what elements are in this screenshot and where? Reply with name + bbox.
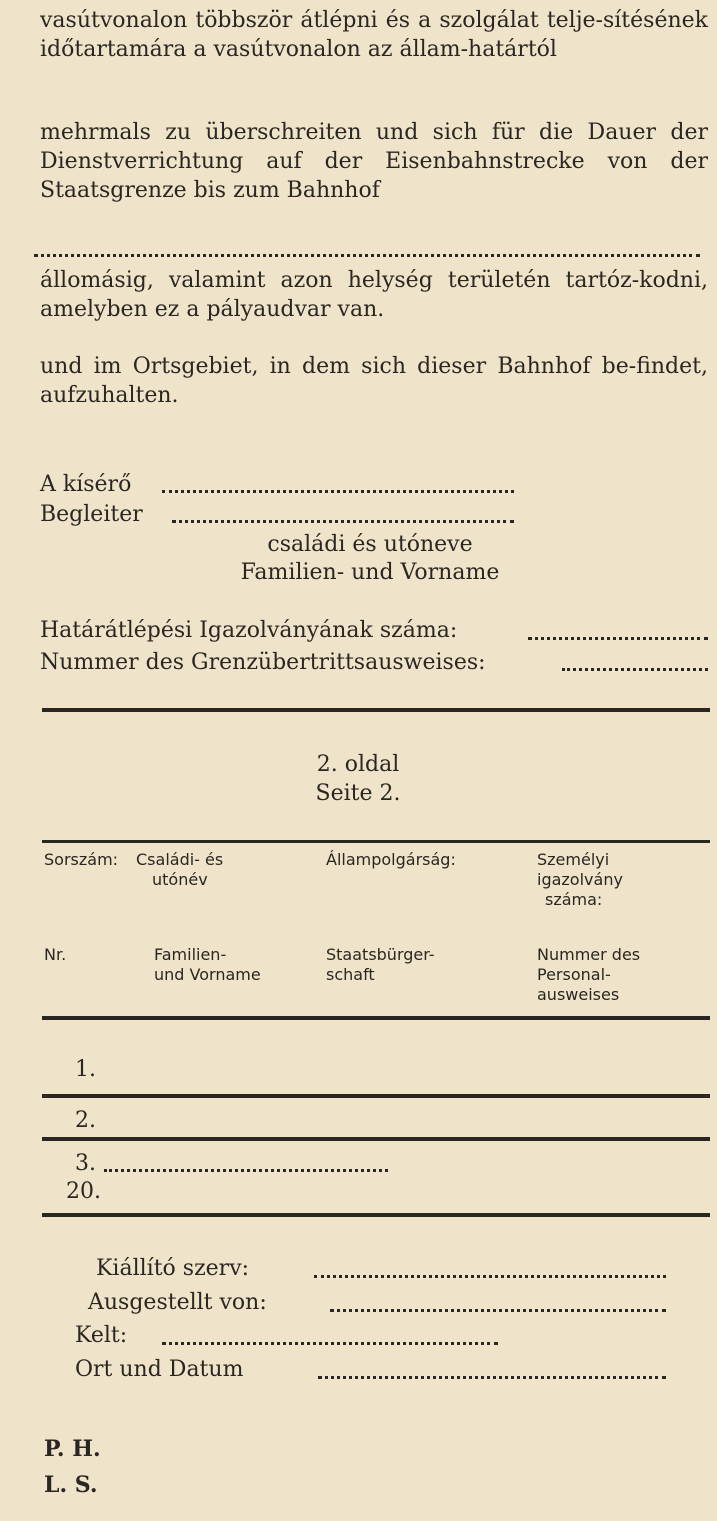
pass-number-field-de[interactable] bbox=[562, 668, 708, 671]
date-label-de: Ort und Datum bbox=[75, 1357, 244, 1382]
section-divider bbox=[42, 708, 710, 712]
pass-number-label-hu: Határátlépési Igazolványának száma: bbox=[40, 618, 458, 643]
header-nr-de: Nr. bbox=[44, 945, 67, 964]
escort-caption-hu: családi és utóneve bbox=[267, 532, 473, 557]
escort-field-hu[interactable] bbox=[162, 490, 514, 493]
table-row-2: 2. bbox=[75, 1108, 96, 1133]
row-divider-1 bbox=[42, 1094, 710, 1098]
row-divider-2 bbox=[42, 1137, 710, 1141]
date-field-hu[interactable] bbox=[162, 1342, 498, 1345]
escort-field-de[interactable] bbox=[172, 520, 514, 523]
table-bottom-rule bbox=[42, 1213, 710, 1217]
station-blank-line bbox=[34, 254, 700, 257]
header-name-hu: Családi- és utónév bbox=[136, 850, 224, 889]
table-top-rule bbox=[42, 840, 710, 843]
table-row-3: 3. bbox=[75, 1151, 96, 1176]
header-name-de: Familien- und Vorname bbox=[154, 945, 261, 984]
date-field-de[interactable] bbox=[318, 1376, 666, 1379]
issued-by-field-hu[interactable] bbox=[314, 1275, 666, 1278]
header-id-hu: Személyi igazolvány száma: bbox=[537, 850, 623, 909]
escort-caption-de: Familien- und Vorname bbox=[240, 560, 500, 585]
paragraph-de-2: und im Ortsgebiet, in dem sich dieser Bahnhof be-findet, aufzuhalten. bbox=[40, 354, 708, 408]
seal-mark-de: L. S. bbox=[44, 1472, 98, 1498]
table-row-1: 1. bbox=[75, 1057, 96, 1082]
pass-number-field-hu[interactable] bbox=[528, 637, 708, 640]
issued-by-field-de[interactable] bbox=[330, 1309, 666, 1312]
issued-by-label-hu: Kiállító szerv: bbox=[96, 1256, 250, 1281]
issued-by-label-de: Ausgestellt von: bbox=[88, 1290, 267, 1315]
table-row-20: 20. bbox=[66, 1179, 101, 1204]
header-citizenship-hu: Állampolgárság: bbox=[326, 850, 456, 869]
paragraph-de-1: mehrmals zu überschreiten und sich für die Dauer der Dienstverrichtung auf der Eisenbahnstrecke von der Staatsgrenze bis zum Bahnhof bbox=[40, 120, 708, 203]
paragraph-hu-1: vasútvonalon többször átlépni és a szolgálat telje-sítésének időtartamára a vasútvonalon az állam-határtól bbox=[40, 8, 708, 62]
page-marker-hu: 2. oldal bbox=[316, 752, 400, 777]
page-marker-de: Seite 2. bbox=[315, 781, 401, 806]
header-citizenship-de: Staatsbürger- schaft bbox=[326, 945, 435, 984]
pass-number-label-de: Nummer des Grenzübertrittsausweises: bbox=[40, 650, 486, 675]
table-header-rule bbox=[42, 1016, 710, 1020]
row-continuation-dots bbox=[104, 1169, 388, 1172]
header-id-de: Nummer des Personal- ausweises bbox=[537, 945, 641, 1004]
header-nr-hu: Sorszám: bbox=[44, 850, 119, 869]
date-label-hu: Kelt: bbox=[75, 1323, 128, 1348]
escort-label-de: Begleiter bbox=[40, 502, 143, 527]
escort-label-hu: A kísérő bbox=[40, 472, 132, 497]
seal-mark-hu: P. H. bbox=[44, 1436, 101, 1462]
paragraph-hu-2: állomásig, valamint azon helység területén tartóz-kodni, amelyben ez a pályaudvar van. bbox=[40, 268, 708, 322]
